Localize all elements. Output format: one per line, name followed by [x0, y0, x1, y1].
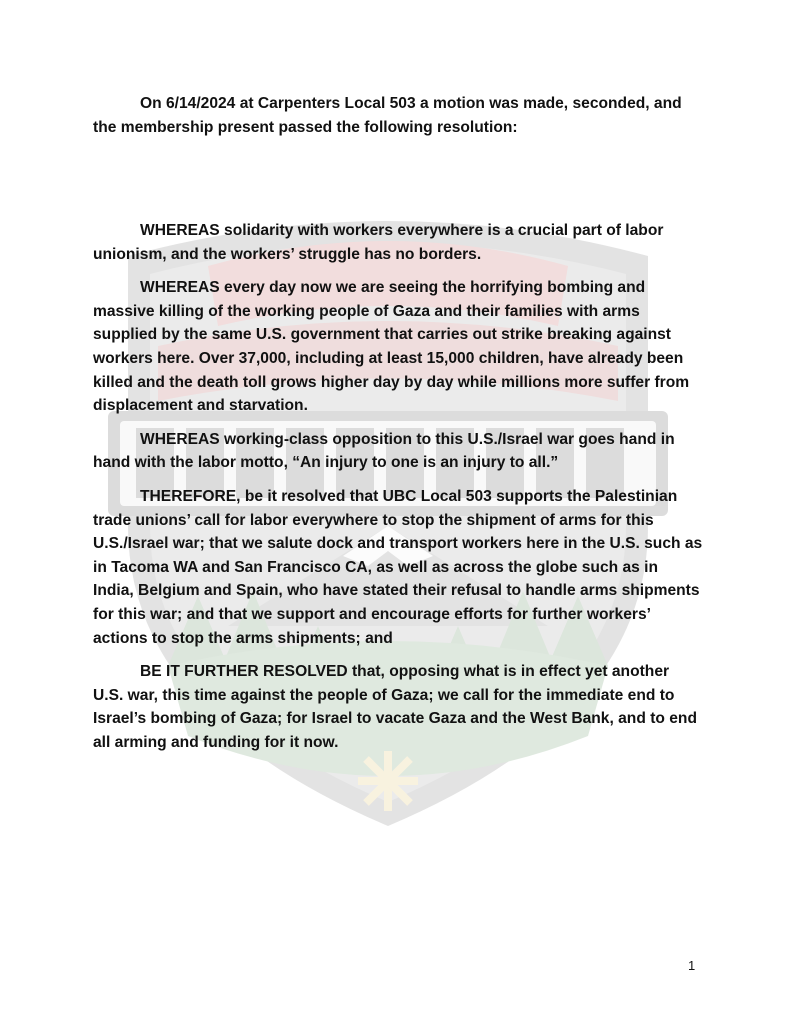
- resolution-intro: [93, 92, 703, 139]
- intro-paragraph: On 6/14/2024 at Carpenters Local 503 a motion was made, seconded, and the membership present passed the following resolution:: [93, 95, 682, 136]
- whereas-opposition-paragraph: WHEREAS working-class opposition to this U.S./Israel war goes hand in hand with the labor motto, “An injury to one is an injury to all.”: [93, 430, 675, 472]
- whereas-solidarity-paragraph: WHEREAS solidarity with workers everywhere is a crucial part of labor unionism, and the workers’ struggle has no borders.: [93, 222, 664, 263]
- page-number: 1: [688, 958, 696, 973]
- further-resolved-paragraph: BE IT FURTHER RESOLVED that, opposing what is in effect yet another U.S. war, this time against the people of Gaza; we call for the immediate end to Israel’s bombing of Gaza; for Israel to vacate Gaza and the West Bank, and to end all arming and funding for it now.: [93, 663, 697, 751]
- whereas-gaza-paragraph: WHEREAS every day now we are seeing the horrifying bombing and massive killing of the working people of Gaza and their families with arms supplied by the same U.S. government that carries out strike breaking against workers here. Over 37,000, including at least 15,000 children, have already been killed and the death toll grows higher day by day while millions more suffer from displacement and starvation.: [93, 279, 690, 415]
- resolution-body: [93, 219, 703, 764]
- therefore-resolved-paragraph: THEREFORE, be it resolved that UBC Local 503 supports the Palestinian trade unions’ call for labor everywhere to stop the shipment of arms for this U.S./Israel war; that we salute dock and transport workers here in the U.S. such as in Tacoma WA and San Francisco CA, as well as across the globe such as in India, Belgium and Spain, who have stated their refusal to handle arms shipments for this war; and that we support and encourage efforts for further workers’ actions to stop the arms shipments; and: [93, 487, 703, 647]
